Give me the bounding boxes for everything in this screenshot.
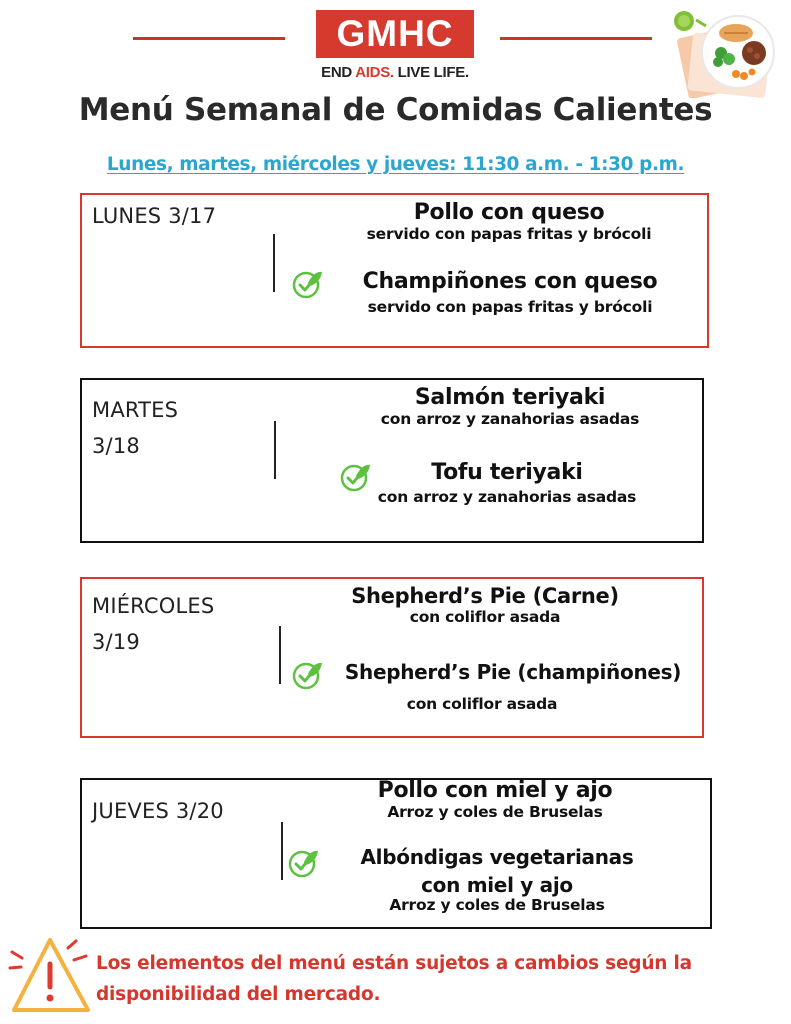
dish-tuesday-veg — [307, 460, 707, 506]
dish-wednesday-veg — [318, 660, 708, 684]
logo-text: GMHC — [336, 13, 454, 54]
logo-tagline — [300, 64, 490, 81]
warning-icon — [8, 932, 94, 1018]
day-divider — [279, 626, 281, 684]
day-name: MARTES — [92, 398, 179, 422]
dish-tuesday-main — [310, 385, 710, 428]
dish-name: Champiñones con queso — [362, 269, 658, 294]
dish-name-line-1: Albóndigas vegetarianas — [360, 845, 634, 869]
dish-side: con arroz y zanahorias asadas — [377, 488, 637, 506]
page-title: Menú Semanal de Comidas Calientes — [78, 92, 713, 128]
dish-wednesday-veg-side — [282, 695, 682, 713]
dish-thursday-main — [295, 778, 695, 821]
header-line-left — [133, 37, 285, 40]
dish-thursday-veg-side — [297, 896, 697, 914]
dish-side: servido con papas fritas y brócoli — [366, 225, 652, 243]
dish-side: Arroz y coles de Bruselas — [389, 896, 605, 914]
notice-line-1: Los elementos del menú están sujetos a cambios según la — [96, 953, 692, 974]
day-divider — [281, 822, 283, 880]
tagline-part-2: LIVE LIFE. — [393, 64, 469, 81]
tagline-part-aids: AIDS. — [355, 64, 394, 81]
dish-name: Tofu teriyaki — [431, 460, 583, 485]
day-label-tuesday — [92, 392, 178, 464]
day-divider — [273, 234, 275, 292]
day-label-monday: LUNES 3/17 — [92, 204, 217, 228]
dish-name: Salmón teriyaki — [414, 385, 606, 410]
day-name: MIÉRCOLES — [92, 594, 215, 618]
tagline-part-1: END — [321, 64, 356, 81]
availability-notice — [96, 948, 786, 1010]
dish-monday-main — [309, 200, 709, 243]
day-divider — [274, 421, 276, 479]
dish-name-line-2: con miel y ajo — [421, 873, 573, 897]
header-line-right — [500, 37, 652, 40]
day-label-wednesday — [92, 588, 214, 660]
dish-monday-veg — [310, 269, 710, 316]
dish-wednesday-main — [285, 584, 685, 626]
dish-name: Pollo con queso — [413, 200, 605, 225]
service-hours: Lunes, martes, miércoles y jueves: 11:30 a.m. - 1:30 p.m. — [106, 154, 685, 175]
dish-side: Arroz y coles de Bruselas — [387, 803, 603, 821]
dish-thursday-veg — [297, 843, 697, 899]
dish-side: con arroz y zanahorias asadas — [380, 410, 640, 428]
day-label-thursday: JUEVES 3/20 — [92, 799, 224, 823]
dish-name: Shepherd’s Pie (champiñones) — [344, 660, 682, 684]
dish-side: con coliflor asada — [409, 608, 561, 626]
day-date: 3/19 — [92, 630, 140, 654]
dish-name: Pollo con miel y ajo — [377, 778, 613, 803]
dish-name: Shepherd’s Pie (Carne) — [351, 584, 619, 608]
food-plate-icon — [666, 6, 784, 98]
gmhc-logo — [316, 10, 474, 58]
notice-line-2: disponibilidad del mercado. — [96, 984, 381, 1005]
dish-side: servido con papas fritas y brócoli — [367, 298, 653, 316]
dish-side: con coliflor asada — [406, 695, 558, 713]
day-date: 3/18 — [92, 434, 140, 458]
